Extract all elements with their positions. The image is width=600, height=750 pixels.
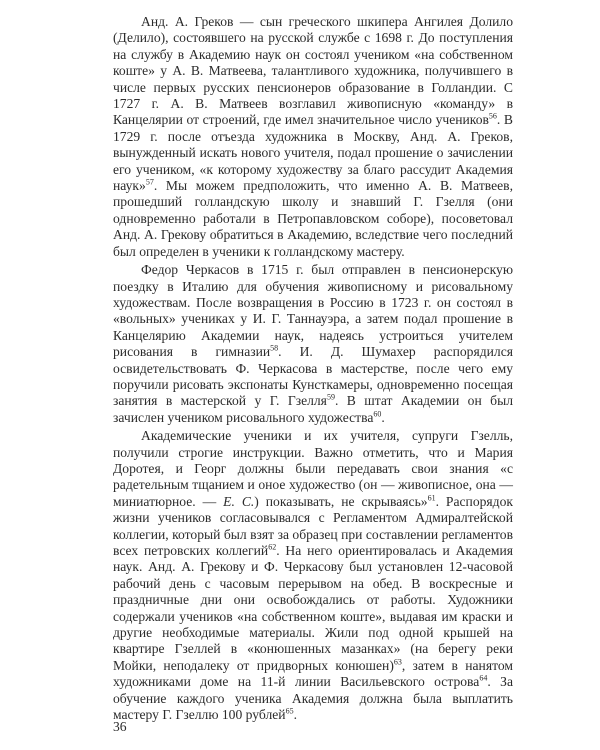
- footnote-ref: 64: [479, 673, 488, 683]
- text-run: .: [293, 707, 297, 723]
- text-run: . И. Д. Шумахер распорядился освидетельствовать Ф. Черкасова в мастерстве, после чего ему поручили рисовать экспонаты Кунсткамеры, одновременно посещая занятия в мастерской у Г. Гзелля: [113, 344, 513, 409]
- paragraph-grekov: [113, 14, 513, 260]
- text-run: . В 1729 г. после отъезда художника в Москву, Анд. А. Греков, вынужденный искать нового учителя, подал прошение о зачислении его учеником, «к которому художеству за благо рассудит Академия наук»: [113, 112, 513, 194]
- text-run: . На него ориентировалась и Академия наук. Анд. А. Грекову и Ф. Черкасову был установлен 12-часовой рабочий день с часовым перерывом на обед. В воскресные и праздничные дни они освобождались от работы. Художники содержали учеников «на собственном коште», выдавая им краски и другие необходимые материалы. Жили под одной крышей на квартире Гзеллей в «конюшенных мазанках» (на берегу реки Мойки, неподалеку от придворных конюшен): [113, 543, 513, 673]
- text-run: ) показывать, не скрываясь»: [254, 493, 428, 509]
- text-run: Федор Черкасов в 1715 г. был отправлен в пенсионерскую поездку в Италию для обучения живописному и рисовальному художествам. После возвращения в Россию в 1723 г. он состоял в «вольных» учениках у И. Г. Таннауэра, а затем подал прошение в Канцелярию Академии наук, надеясь устроиться учителем рисования в гимназии: [113, 262, 513, 360]
- footnote-ref: 62: [268, 542, 277, 552]
- footnote-ref: 63: [393, 657, 402, 667]
- footnote-ref: 59: [326, 392, 335, 402]
- text-run: . В штат Академии он был зачислен учеником рисовального художества: [113, 393, 513, 425]
- text-run: Академические ученики и их учителя, супруги Гзелль, получили строгие инструкции. Важно отметить, что и Мария Доротея, и Георг должны были передавать свои знания «с радетельным тщанием и оное художество (он — живописное, она — миниатюрное. —: [113, 428, 513, 509]
- footnote-ref: 58: [270, 343, 279, 353]
- text-run: . Мы можем предположить, что именно А. В. Матвеев, прошедший голландскую школу и знавший Г. Гзелля (они одновременно работали в Петропавловском соборе), посоветовал Анд. А. Грекову обратиться в Академию, вследствие чего последний был определен в ученики к голландскому мастеру.: [113, 178, 513, 259]
- footnote-ref: 57: [145, 177, 154, 187]
- page-number: 36: [113, 719, 127, 734]
- text-run: , затем в нанятом художниками доме на 11-й линии Васильевского острова: [113, 657, 513, 690]
- italic-initials: Е. С.: [223, 493, 255, 509]
- footnote-ref: 65: [285, 706, 294, 716]
- footnote-ref: 61: [427, 493, 436, 503]
- footnote-ref: 60: [373, 409, 382, 419]
- text-run: Анд. А. Греков — сын греческого шкипера Ангилея Долило (Делило), состоявшего на русской службе с 1698 г. До поступления на службу в Академию наук он состоял учеником «на собственном коште» у А. В. Матвеева, талантливого художника, получившего в числе первых русских пенсионеров образование в Голландии. С 1727 г. А. В. Матвеев возглавил живописную «команду» в Канцелярии от строений, где имел значительное число учеников: [113, 14, 513, 128]
- text-run: . Распорядок жизни учеников согласовывался с Регламентом Адмиралтейской коллегии, который был взят за образец при составлении регламентов всех петровских коллегий: [113, 493, 513, 558]
- page-body: [113, 14, 513, 725]
- paragraph-students: [113, 428, 513, 723]
- text-run: . За обучение каждого ученика Академия должна была выплатить мастеру Г. Гзеллю 100 рублей: [113, 674, 514, 723]
- text-run: .: [381, 409, 385, 425]
- paragraph-cherkasov: [113, 262, 513, 426]
- footnote-ref: 56: [488, 111, 497, 121]
